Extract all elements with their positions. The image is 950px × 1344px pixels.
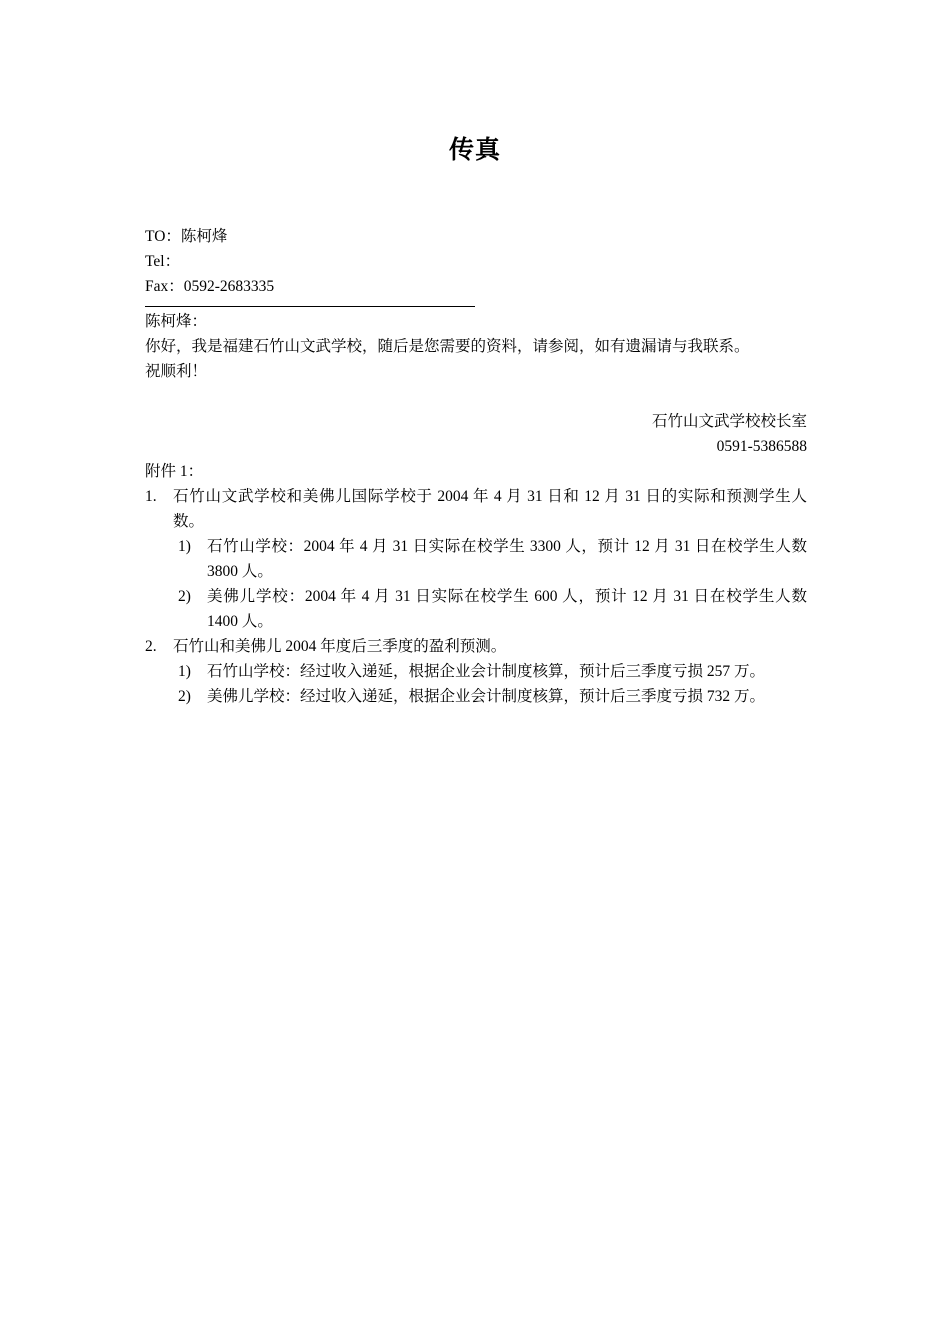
sub-list-item-text: 美佛儿学校：经过收入递延，根据企业会计制度核算，预计后三季度亏损 732 万。 (207, 688, 766, 705)
sub-list-item-number: 2) (178, 588, 191, 605)
blank-line (145, 384, 807, 409)
sub-list-item (145, 659, 807, 684)
sub-list-item (145, 584, 807, 634)
sub-list-item-text: 石竹山学校：2004 年 4 月 31 日实际在校学生 3300 人，预计 12 月 31 日在校学生人数 3800 人。 (207, 538, 807, 580)
list-item-number: 1. (145, 488, 157, 505)
list-item (145, 634, 807, 659)
list-item-number: 2. (145, 638, 157, 655)
sub-list-item (145, 534, 807, 584)
message-paragraph: 你好，我是福建石竹山文武学校，随后是您需要的资料，请参阅，如有遗漏请与我联系。 (145, 338, 750, 355)
sub-list-item-text: 美佛儿学校：2004 年 4 月 31 日实际在校学生 600 人，预计 12 月 31 日在校学生人数 1400 人。 (207, 588, 807, 630)
fax-line: Fax：0592-2683335 (145, 278, 275, 295)
sub-list-item-number: 1) (178, 663, 191, 680)
sub-list-item (145, 684, 807, 709)
tel-line: Tel： (145, 253, 181, 270)
signature-phone: 0591-5386588 (716, 438, 807, 455)
header-divider (145, 306, 475, 307)
closing-line: 祝顺利！ (145, 363, 208, 380)
document-body (145, 224, 807, 709)
to-line: TO：陈柯烽 (145, 228, 228, 245)
sub-list-item-number: 2) (178, 688, 191, 705)
attachment-label: 附件 1： (145, 463, 204, 480)
sub-list-item-text: 石竹山学校：经过收入递延，根据企业会计制度核算，预计后三季度亏损 257 万。 (207, 663, 766, 680)
list-item-text: 石竹山和美佛儿 2004 年度后三季度的盈利预测。 (173, 638, 507, 655)
sub-list-item-number: 1) (178, 538, 191, 555)
signature-org: 石竹山文武学校校长室 (651, 413, 807, 430)
list-item (145, 484, 807, 534)
salutation: 陈柯烽： (145, 313, 208, 330)
document-title: 传真 (448, 137, 501, 164)
list-item-text: 石竹山文武学校和美佛儿国际学校于 2004 年 4 月 31 日和 12 月 31 日的实际和预测学生人数。 (173, 488, 807, 530)
